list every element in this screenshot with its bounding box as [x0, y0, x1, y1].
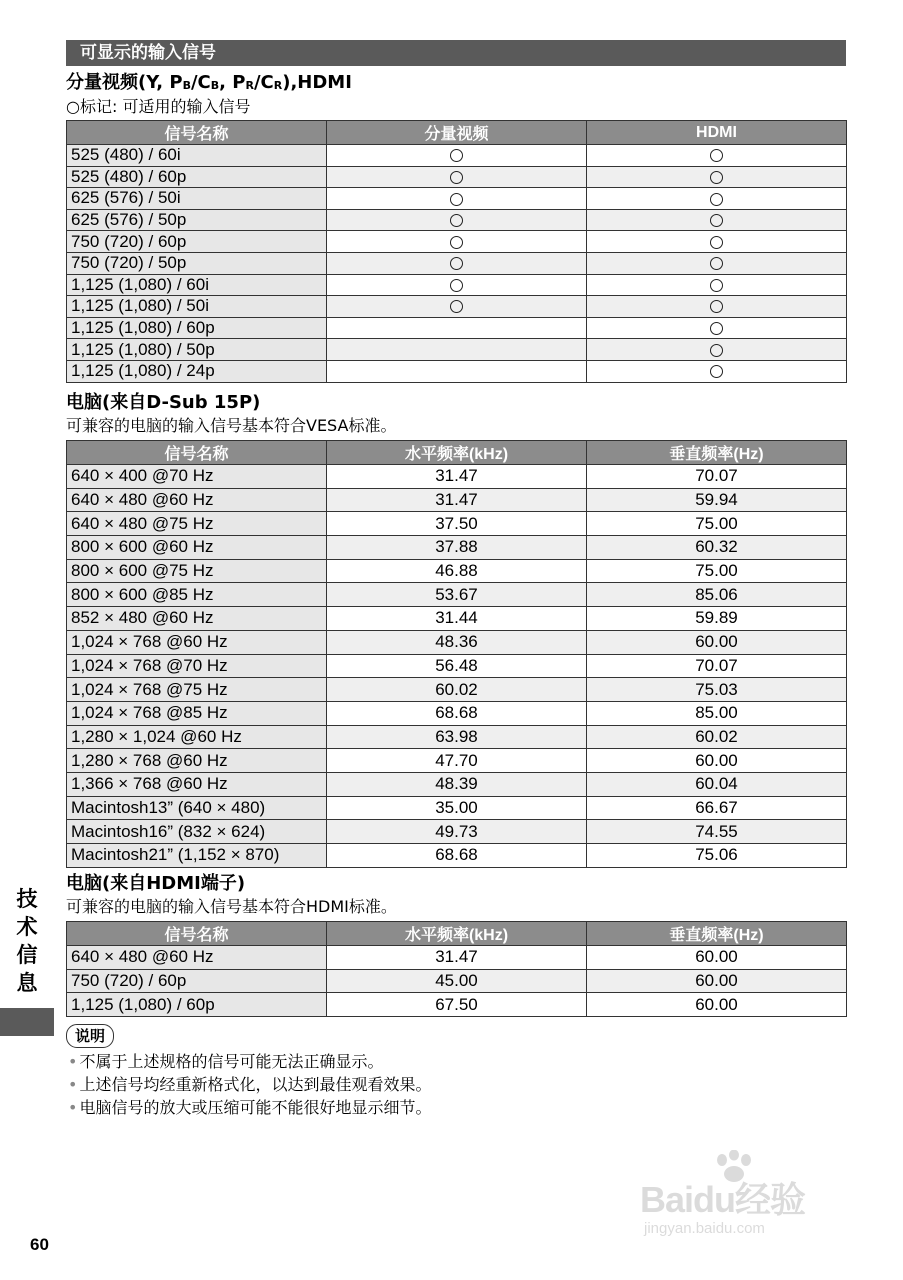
pc-dsub-note: 可兼容的电脑的输入信号基本符合VESA标准。 [66, 416, 397, 435]
circle-mark-icon [710, 322, 723, 335]
vertical-frequency: 60.32 [587, 536, 847, 560]
signal-name: 640 × 480 @60 Hz [67, 488, 327, 512]
table-row [67, 607, 847, 631]
signal-name: 1,024 × 768 @60 Hz [67, 630, 327, 654]
signal-name: Macintosh13” (640 × 480) [67, 796, 327, 820]
hdmi-support-cell [587, 296, 847, 318]
pc-dsub-heading: 电脑(来自D-Sub 15P) [66, 392, 261, 413]
horizontal-frequency: 31.44 [327, 607, 587, 631]
column-header: 分量视频 [327, 121, 587, 145]
side-tab-char: 技 [16, 887, 38, 911]
circle-mark-icon [450, 257, 463, 270]
signal-name: 750 (720) / 60p [67, 231, 327, 253]
table-row [67, 339, 847, 361]
circle-mark-icon [450, 236, 463, 249]
table-row [67, 512, 847, 536]
column-header: 信号名称 [67, 441, 327, 465]
vertical-frequency: 60.00 [587, 993, 847, 1017]
horizontal-frequency: 46.88 [327, 559, 587, 583]
component-support-cell [327, 360, 587, 382]
vertical-frequency: 85.00 [587, 701, 847, 725]
circle-mark-icon [710, 171, 723, 184]
signal-name: Macintosh21” (1,152 × 870) [67, 844, 327, 868]
component-support-cell [327, 274, 587, 296]
table-row [67, 231, 847, 253]
signal-name: 1,125 (1,080) / 50i [67, 296, 327, 318]
hdmi-support-cell [587, 339, 847, 361]
component-support-cell [327, 317, 587, 339]
watermark-text: Baidu经验 [640, 1179, 806, 1220]
signal-name: 1,280 × 768 @60 Hz [67, 749, 327, 773]
horizontal-frequency: 31.47 [327, 946, 587, 970]
signal-name: 1,366 × 768 @60 Hz [67, 772, 327, 796]
signal-name: 1,125 (1,080) / 50p [67, 339, 327, 361]
column-header: 信号名称 [67, 922, 327, 946]
horizontal-frequency: 60.02 [327, 678, 587, 702]
signal-name: 800 × 600 @75 Hz [67, 559, 327, 583]
signal-name: 1,125 (1,080) / 60p [67, 993, 327, 1017]
table-row [67, 630, 847, 654]
table-row [67, 360, 847, 382]
table-row [67, 969, 847, 993]
table-row [67, 166, 847, 188]
horizontal-frequency: 67.50 [327, 993, 587, 1017]
list-item: • 上述信号均经重新格式化，以达到最佳观看效果。 [68, 1075, 432, 1094]
vertical-frequency: 59.94 [587, 488, 847, 512]
hdmi-support-cell [587, 317, 847, 339]
horizontal-frequency: 68.68 [327, 701, 587, 725]
signal-name: 640 × 480 @75 Hz [67, 512, 327, 536]
horizontal-frequency: 56.48 [327, 654, 587, 678]
bullet-dot-icon: • [68, 1052, 78, 1071]
vertical-frequency: 60.00 [587, 946, 847, 970]
vertical-frequency: 75.03 [587, 678, 847, 702]
vertical-frequency: 60.00 [587, 749, 847, 773]
table-row [67, 317, 847, 339]
side-tab-char: 术 [16, 915, 38, 939]
pc-hdmi-note: 可兼容的电脑的输入信号基本符合HDMI标准。 [66, 897, 397, 916]
hdmi-support-cell [587, 145, 847, 167]
table-row [67, 583, 847, 607]
side-tab-bar [0, 1008, 54, 1036]
hdmi-support-cell [587, 166, 847, 188]
bullet-dot-icon: • [68, 1075, 78, 1094]
table-row [67, 274, 847, 296]
table-row [67, 654, 847, 678]
table-row [67, 536, 847, 560]
horizontal-frequency: 49.73 [327, 820, 587, 844]
table-row [67, 209, 847, 231]
signal-name: 1,024 × 768 @70 Hz [67, 654, 327, 678]
explain-badge: 说明 [66, 1024, 114, 1048]
signal-name: 1,024 × 768 @75 Hz [67, 678, 327, 702]
table-row [67, 701, 847, 725]
horizontal-frequency: 48.36 [327, 630, 587, 654]
horizontal-frequency: 31.47 [327, 465, 587, 489]
vertical-frequency: 70.07 [587, 654, 847, 678]
signal-name: 750 (720) / 50p [67, 252, 327, 274]
horizontal-frequency: 31.47 [327, 488, 587, 512]
component-support-cell [327, 209, 587, 231]
baidu-watermark [640, 1150, 850, 1245]
component-support-cell [327, 145, 587, 167]
horizontal-frequency: 63.98 [327, 725, 587, 749]
circle-mark-icon [710, 149, 723, 162]
component-support-cell [327, 188, 587, 210]
side-tab-char: 信 [16, 943, 38, 967]
signal-name: 1,280 × 1,024 @60 Hz [67, 725, 327, 749]
table-row [67, 844, 847, 868]
circle-mark-icon [450, 214, 463, 227]
table-row [67, 749, 847, 773]
pc-hdmi-table [66, 921, 847, 1017]
table-row [67, 946, 847, 970]
component-support-cell [327, 166, 587, 188]
table-row [67, 993, 847, 1017]
signal-name: 625 (576) / 50i [67, 188, 327, 210]
column-header: 垂直频率(Hz) [587, 441, 847, 465]
column-header: HDMI [587, 121, 847, 145]
explain-bullets [68, 1050, 431, 1119]
circle-mark-icon [710, 300, 723, 313]
list-item: • 电脑信号的放大或压缩可能不能很好地显示细节。 [68, 1098, 432, 1117]
table-row [67, 252, 847, 274]
vertical-frequency: 66.67 [587, 796, 847, 820]
vertical-frequency: 60.00 [587, 630, 847, 654]
horizontal-frequency: 37.50 [327, 512, 587, 536]
list-item: • 不属于上述规格的信号可能无法正确显示。 [68, 1052, 384, 1071]
circle-mark-icon [450, 193, 463, 206]
circle-mark-icon [710, 279, 723, 292]
vertical-frequency: 85.06 [587, 583, 847, 607]
signal-name: 800 × 600 @60 Hz [67, 536, 327, 560]
circle-mark-icon [710, 236, 723, 249]
signal-name: 1,125 (1,080) / 24p [67, 360, 327, 382]
signal-name: 525 (480) / 60p [67, 166, 327, 188]
signal-name: 800 × 600 @85 Hz [67, 583, 327, 607]
vertical-frequency: 70.07 [587, 465, 847, 489]
horizontal-frequency: 45.00 [327, 969, 587, 993]
table-row [67, 296, 847, 318]
vertical-frequency: 75.00 [587, 512, 847, 536]
circle-mark-icon [710, 257, 723, 270]
hdmi-support-cell [587, 274, 847, 296]
table-row [67, 772, 847, 796]
component-heading: 分量视频(Y, $P_B/C_B$, $P_R/C_R),HDMI$ [66, 72, 352, 93]
signal-name: 1,024 × 768 @85 Hz [67, 701, 327, 725]
signal-name: 640 × 400 @70 Hz [67, 465, 327, 489]
column-header: 水平频率(kHz) [327, 441, 587, 465]
signal-name: 852 × 480 @60 Hz [67, 607, 327, 631]
table-row [67, 188, 847, 210]
vertical-frequency: 74.55 [587, 820, 847, 844]
signal-name: Macintosh16” (832 × 624) [67, 820, 327, 844]
hdmi-support-cell [587, 360, 847, 382]
table-row [67, 678, 847, 702]
signal-name: 750 (720) / 60p [67, 969, 327, 993]
section-banner: 可显示的输入信号 [66, 40, 846, 66]
table-row [67, 465, 847, 489]
table-row [67, 796, 847, 820]
hdmi-support-cell [587, 231, 847, 253]
signal-name: 1,125 (1,080) / 60p [67, 317, 327, 339]
table-row [67, 488, 847, 512]
page-number: 60 [30, 1235, 49, 1254]
hdmi-support-cell [587, 188, 847, 210]
column-header: 信号名称 [67, 121, 327, 145]
circle-mark-icon [450, 149, 463, 162]
side-tab-char: 息 [16, 971, 38, 995]
component-support-cell [327, 252, 587, 274]
component-hdmi-table [66, 120, 847, 383]
vertical-frequency: 60.04 [587, 772, 847, 796]
signal-name: 640 × 480 @60 Hz [67, 946, 327, 970]
side-tab-tech-info [0, 885, 54, 997]
horizontal-frequency: 68.68 [327, 844, 587, 868]
signal-name: 1,125 (1,080) / 60i [67, 274, 327, 296]
circle-mark-icon [710, 365, 723, 378]
table-row [67, 559, 847, 583]
table-row [67, 725, 847, 749]
column-header: 垂直频率(Hz) [587, 922, 847, 946]
watermark-url: jingyan.baidu.com [644, 1220, 765, 1237]
component-support-cell [327, 296, 587, 318]
table-row [67, 145, 847, 167]
horizontal-frequency: 53.67 [327, 583, 587, 607]
hdmi-support-cell [587, 252, 847, 274]
vertical-frequency: 59.89 [587, 607, 847, 631]
vertical-frequency: 75.00 [587, 559, 847, 583]
circle-mark-icon [450, 279, 463, 292]
horizontal-frequency: 47.70 [327, 749, 587, 773]
table-row [67, 820, 847, 844]
pc-dsub-table [66, 440, 847, 868]
vertical-frequency: 60.02 [587, 725, 847, 749]
horizontal-frequency: 37.88 [327, 536, 587, 560]
vertical-frequency: 75.06 [587, 844, 847, 868]
bullet-dot-icon: • [68, 1098, 78, 1117]
pc-hdmi-heading: 电脑(来自HDMI端子) [66, 873, 246, 894]
circle-mark-icon [710, 344, 723, 357]
signal-name: 525 (480) / 60i [67, 145, 327, 167]
circle-mark-icon [450, 171, 463, 184]
column-header: 水平频率(kHz) [327, 922, 587, 946]
signal-name: 625 (576) / 50p [67, 209, 327, 231]
component-note: ○标记: 可适用的输入信号 [66, 97, 251, 116]
horizontal-frequency: 35.00 [327, 796, 587, 820]
hdmi-support-cell [587, 209, 847, 231]
vertical-frequency: 60.00 [587, 969, 847, 993]
component-support-cell [327, 231, 587, 253]
circle-mark-icon [710, 214, 723, 227]
circle-mark-icon [710, 193, 723, 206]
component-support-cell [327, 339, 587, 361]
circle-mark-icon [450, 300, 463, 313]
horizontal-frequency: 48.39 [327, 772, 587, 796]
